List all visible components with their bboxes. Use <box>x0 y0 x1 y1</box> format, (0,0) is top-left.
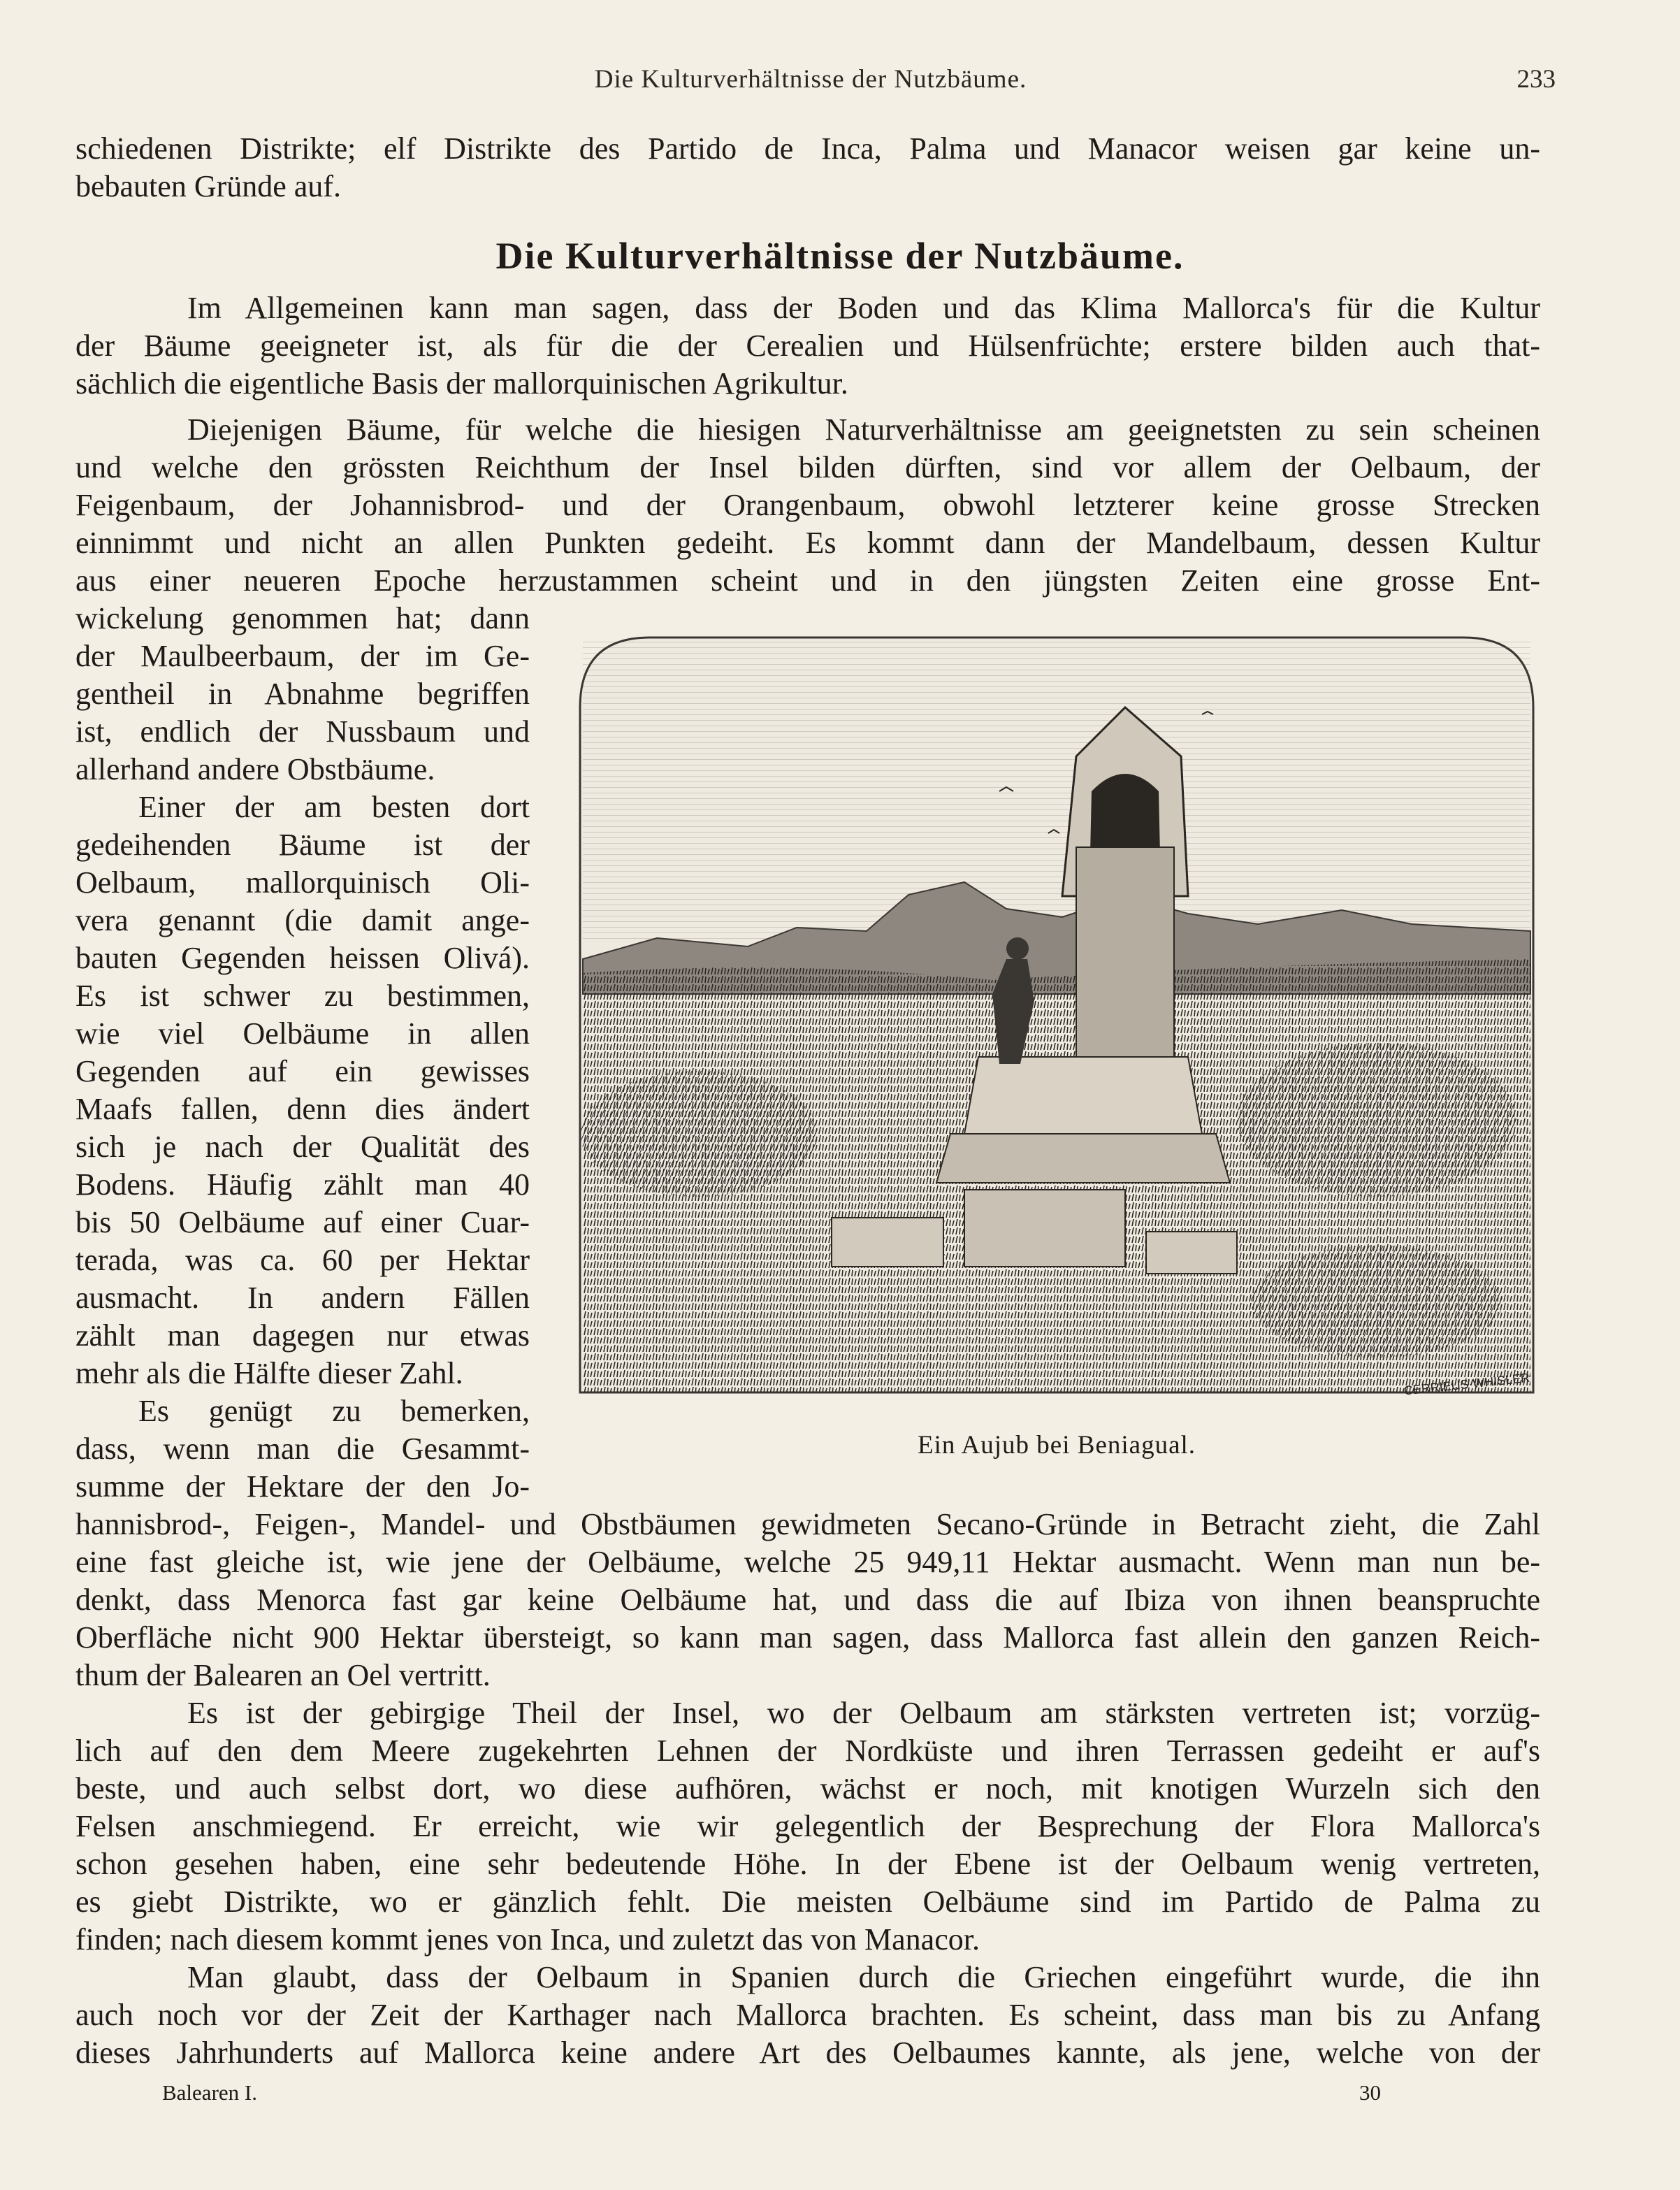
engraving-shrub <box>1237 1043 1516 1197</box>
page-number: 233 <box>1516 65 1556 94</box>
paragraph-4-narrow <box>75 1392 530 1506</box>
text-line: thum der Balearen an Oel vertritt. <box>75 1658 491 1692</box>
paragraph-1 <box>75 289 1540 403</box>
figure-caption: Ein Aujub bei Beniagual. <box>917 1431 1196 1460</box>
engraving-tower-base <box>1076 847 1174 1057</box>
text-line: ausmacht. In andern Fällen <box>75 1281 530 1315</box>
text-line: Es genügt zu bemerken, <box>138 1394 530 1428</box>
section-title: Die Kulturverhältnisse der Nutzbäume. <box>495 235 1185 277</box>
running-head: Die Kulturverhältnisse der Nutzbäume. <box>594 65 1027 94</box>
text-line: gedeihenden Bäume ist der <box>75 828 530 862</box>
text-line: Bodens. Häufig zählt man 40 <box>75 1167 530 1202</box>
text-line: Im Allgemeinen kann man sagen, dass der Boden und das Klima Mallorca's für die Kultur <box>187 291 1540 325</box>
paragraph-3 <box>75 788 530 1392</box>
text-line: mehr als die Hälfte dieser Zahl. <box>75 1356 463 1390</box>
engraving-arch <box>1090 774 1160 854</box>
text-line: Es ist der gebirgige Theil der Insel, wo der Oelbaum am stärksten vertreten ist; vorzüg- <box>187 1696 1540 1730</box>
engraving-stone <box>832 1218 943 1267</box>
engraving-steps <box>964 1057 1202 1134</box>
text-line: Man glaubt, dass der Oelbaum in Spanien durch die Griechen eingeführt wurde, die ihn <box>187 1960 1540 1994</box>
engraving-illustration <box>573 631 1540 1399</box>
text-line: beste, und auch selbst dort, wo diese aufhören, wächst er noch, mit knotigen Wurzeln sich den <box>75 1771 1540 1806</box>
text-line: Feigenbaum, der Johannisbrod- und der Orangenbaum, obwohl letzterer keine grosse Strecken <box>75 488 1540 522</box>
text-line: aus einer neueren Epoche herzustammen scheint und in den jüngsten Zeiten eine grosse Ent- <box>75 563 1540 598</box>
text-line: der Bäume geeigneter ist, als für die der Cerealien und Hülsenfrüchte; erstere bilden auch that- <box>75 329 1540 363</box>
text-line: Es ist schwer zu bestimmen, <box>75 979 530 1013</box>
text-line: der Maulbeerbaum, der im Ge- <box>75 639 530 673</box>
footer-signature: Balearen I. <box>162 2080 257 2105</box>
text-line: schiedenen Distrikte; elf Distrikte des Partido de Inca, Palma und Manacor weisen gar keine un- <box>75 131 1540 166</box>
text-line: Einer der am besten dort <box>138 790 530 824</box>
text-line: terada, was ca. 60 per Hektar <box>75 1243 530 1277</box>
text-line: summe der Hektare der den Jo- <box>75 1469 530 1504</box>
text-line: bebauten Gründe auf. <box>75 169 341 203</box>
text-line: sich je nach der Qualität des <box>75 1130 530 1164</box>
text-line: hannisbrod-, Feigen-, Mandel- und Obstbäumen gewidmeten Secano-Gründe in Betracht zieht, die Zahl <box>75 1507 1540 1541</box>
text-line: vera genannt (die damit ange- <box>75 903 530 937</box>
engraving-sky <box>583 640 1530 941</box>
text-line: Oelbaum, mallorquinisch Oli- <box>75 865 530 900</box>
text-line: Oberfläche nicht 900 Hektar übersteigt, so kann man sagen, dass Mallorca fast allein den ganzen Reich- <box>75 1620 1540 1655</box>
text-line: denkt, dass Menorca fast gar keine Oelbäume hat, und dass die auf Ibiza von ihnen beanspruchte <box>75 1583 1540 1617</box>
text-line: bauten Gegenden heissen Olivá). <box>75 941 530 975</box>
text-line: auch noch vor der Zeit der Karthager nach Mallorca brachten. Es scheint, dass man bis zu Anfang <box>75 1998 1540 2032</box>
paragraph-2 <box>75 411 1540 600</box>
engraving-stone <box>1146 1232 1237 1274</box>
paragraph-4 <box>75 1506 1540 1694</box>
engraving-drawing <box>573 631 1540 1399</box>
text-line: finden; nach diesem kommt jenes von Inca, und zuletzt das von Manacor. <box>75 1922 980 1957</box>
text-line: zählt man dagegen nur etwas <box>75 1318 530 1353</box>
text-line: es giebt Distrikte, wo er gänzlich fehlt. Die meisten Oelbäume sind im Partido de Palma zu <box>75 1885 1540 1919</box>
footer-sheet-number: 30 <box>1359 2080 1381 2105</box>
engraving-stone <box>964 1190 1125 1267</box>
text-line: wie viel Oelbäume in allen <box>75 1016 530 1051</box>
text-line: lich auf den dem Meere zugekehrten Lehnen der Nordküste und ihren Terrassen gedeiht er auf's <box>75 1734 1540 1768</box>
text-line: und welche den grössten Reichthum der Insel bilden dürften, sind vor allem der Oelbaum, der <box>75 450 1540 484</box>
text-line: dieses Jahrhunderts auf Mallorca keine andere Art des Oelbaumes kannte, als jene, welche von der <box>75 2036 1540 2070</box>
text-line: bis 50 Oelbäume auf einer Cuar- <box>75 1205 530 1239</box>
text-line: wickelung genommen hat; dann <box>75 601 530 635</box>
engraver-signature: CERRIEUS·WHISLER <box>1403 1370 1531 1398</box>
text-line: dass, wenn man die Gesammt- <box>75 1432 530 1466</box>
text-line: allerhand andere Obstbäume. <box>75 752 435 786</box>
text-line: einnimmt und nicht an allen Punkten gedeiht. Es kommt dann der Mandelbaum, dessen Kultur <box>75 526 1540 560</box>
text-line: ist, endlich der Nussbaum und <box>75 714 530 749</box>
engraving-shrub <box>1251 1246 1502 1357</box>
text-line: Maafs fallen, denn dies ändert <box>75 1092 530 1126</box>
paragraph-5 <box>75 1694 1540 1959</box>
paragraph-2-narrow <box>75 600 530 788</box>
text-line: gentheil in Abnahme begriffen <box>75 677 530 711</box>
text-line: Diejenigen Bäume, für welche die hiesigen Naturverhältnisse am geeignetsten zu sein scheinen <box>187 412 1540 447</box>
text-line: sächlich die eigentliche Basis der mallorquinischen Agrikultur. <box>75 366 848 401</box>
text-line: eine fast gleiche ist, wie jene der Oelbäume, welche 25 949,11 Hektar ausmacht. Wenn man nun be- <box>75 1545 1540 1579</box>
engraving-shrub <box>580 1071 818 1197</box>
text-line: Felsen anschmiegend. Er erreicht, wie wir gelegentlich der Besprechung der Flora Mallorca's <box>75 1809 1540 1843</box>
text-line: Gegenden auf ein gewisses <box>75 1054 530 1088</box>
paragraph-6 <box>75 1959 1540 2072</box>
text-line: schon gesehen haben, eine sehr bedeutende Höhe. In der Ebene ist der Oelbaum wenig vertreten, <box>75 1847 1540 1881</box>
continuation-paragraph <box>75 130 1540 206</box>
